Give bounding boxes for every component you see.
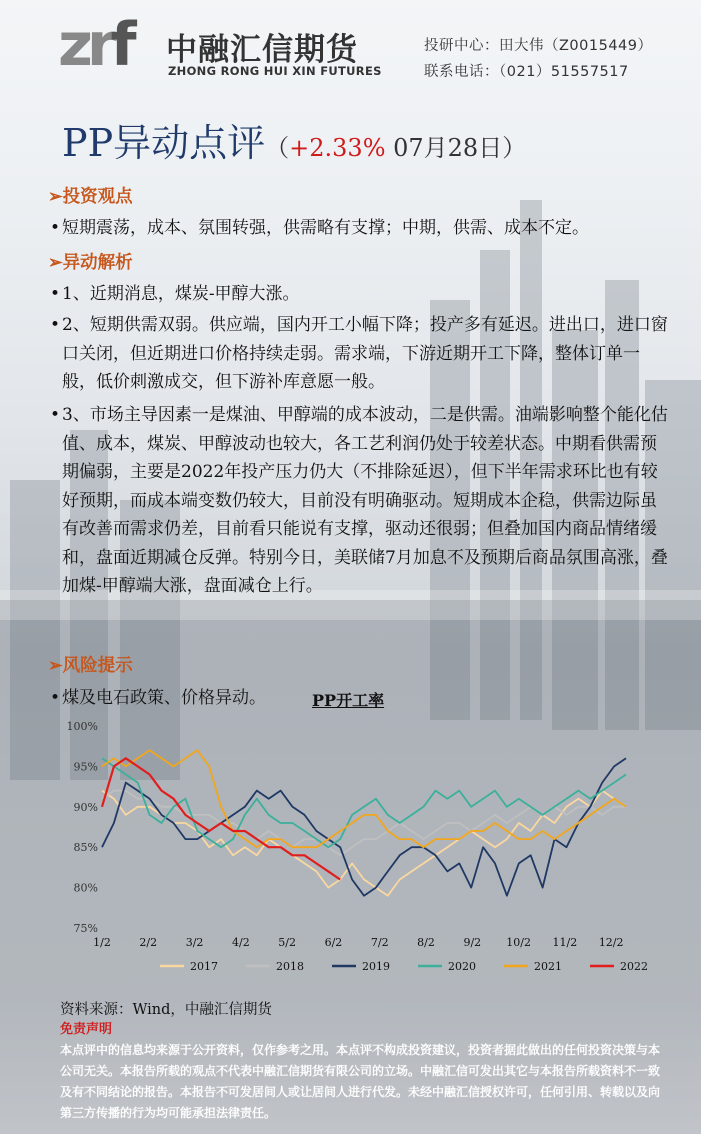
pp-operating-rate-chart: [60, 716, 648, 986]
series-line-2022: [102, 758, 340, 879]
x-tick-label: 5/2: [278, 936, 297, 949]
legend-label: 2022: [620, 960, 648, 973]
legend-label: 2018: [276, 960, 304, 973]
section-analysis-label: 异动解析: [62, 253, 133, 273]
list-item: [50, 214, 670, 243]
x-tick-label: 10/2: [506, 936, 531, 949]
x-tick-label: 6/2: [324, 936, 343, 949]
disclaimer-title: 免责声明: [60, 1022, 113, 1037]
company-name-en: ZHONG RONG HUI XIN FUTURES: [168, 64, 382, 78]
title-paren: （: [265, 134, 290, 162]
bullet-dot: •: [50, 315, 61, 335]
list-item: [50, 401, 670, 601]
x-tick-label: 4/2: [232, 936, 250, 949]
phone-info: 联系电话：（021）51557517: [424, 64, 629, 80]
list-item: [50, 280, 670, 309]
list-item: [50, 311, 670, 397]
bullet-dot: •: [50, 405, 61, 425]
logo-mark: zrf: [58, 10, 131, 80]
page-title: [62, 112, 526, 167]
x-tick-label: 11/2: [552, 936, 578, 949]
analyst-info: 投研中心：田大伟（Z0015449）: [424, 38, 653, 54]
y-tick-label: 85%: [73, 841, 98, 855]
section-risk-label: 风险提示: [62, 656, 133, 676]
disclaimer-text: 本点评中的信息均来源于公开资料，仅作参考之用。本点评不构成投资建议，投资者据此做出的任何投资决策与本公司无关。本报告所载的观点不代表中融汇信期货有限公司的立场。中融汇信可发出其它与本报告所载资料不一致及有不同结论的报告。本报告不可发居间人或让居间人进行代发。未经中融汇信授权许可，任何引用、转载以及向第三方传播的行为均可能承担法律责任。: [60, 1043, 661, 1120]
x-tick-label: 8/2: [417, 936, 435, 949]
list-item: [50, 684, 310, 713]
y-tick-label: 75%: [73, 922, 98, 935]
y-tick-label: 90%: [73, 800, 98, 814]
x-tick-label: 1/2: [93, 936, 111, 949]
x-tick-label: 3/2: [185, 936, 204, 949]
x-tick-label: 2/2: [139, 936, 158, 949]
bullet-text: 短期震荡，成本、氛围转强，供需略有支撑；中期，供需、成本不定。: [62, 218, 589, 238]
section-heading-analysis: ➢异动解析: [48, 253, 133, 273]
company-name-cn: 中融汇信期货: [166, 32, 358, 68]
bullet-text: 3、市场主导因素一是煤油、甲醇端的成本波动，二是供需。油端影响整个能化估值、成本，煤炭、甲醇波动也较大，各工艺利润仍处于较差状态。中期看供需预期偏弱，主要是2022年投产压力仍大（不排除延迟），但下半年需求环比也有较好预期，而成本端变数仍较大，目前没有明确驱动。短期成本企稳，供需边际虽有改善而需求仍差，目前看只能说有支撑，驱动还很弱；但叠加国内商品情绪缓和，盘面近期减仓反弹。特别今日，美联储7月加息不及预期后商品氛围高涨，叠加煤-甲醇端大涨，盘面减仓上行。: [62, 405, 668, 596]
bullet-dot: •: [50, 688, 61, 708]
data-source: 资料来源：Wind，中融汇信期货: [60, 1002, 272, 1018]
title-date: 07月28日）: [385, 134, 527, 162]
section-heading-view: ➢投资观点: [48, 187, 133, 207]
bullet-text: 1、近期消息，煤炭-甲醇大涨。: [62, 284, 300, 304]
bullet-text: 2、短期供需双弱。供应端，国内开工小幅下降；投产多有延迟。进出口，进口窗口关闭，但近期进口价格持续走弱。需求端，下游近期开工下降，整体订单一般，低价刺激成交，但下游补库意愿一般。: [62, 315, 668, 392]
legend-label: 2017: [190, 960, 218, 973]
series-line-2019: [102, 758, 626, 895]
y-tick-label: 100%: [66, 720, 98, 733]
bullet-text: 煤及电石政策、价格异动。: [62, 688, 266, 708]
x-tick-label: 9/2: [463, 936, 482, 949]
legend-label: 2019: [362, 960, 390, 973]
y-tick-label: 95%: [73, 760, 98, 774]
chart-title: PP开工率: [312, 691, 385, 710]
bullet-dot: •: [50, 218, 61, 238]
title-change: +2.33%: [289, 134, 386, 162]
y-tick-label: 80%: [73, 881, 98, 895]
section-view-label: 投资观点: [62, 187, 133, 207]
bullet-dot: •: [50, 284, 61, 304]
x-tick-label: 7/2: [370, 936, 389, 949]
section-heading-risk: ➢风险提示: [48, 656, 133, 676]
title-main: PP异动点评: [62, 121, 266, 165]
legend-label: 2020: [448, 960, 476, 973]
legend-label: 2021: [534, 960, 562, 973]
x-tick-label: 12/2: [598, 936, 624, 949]
